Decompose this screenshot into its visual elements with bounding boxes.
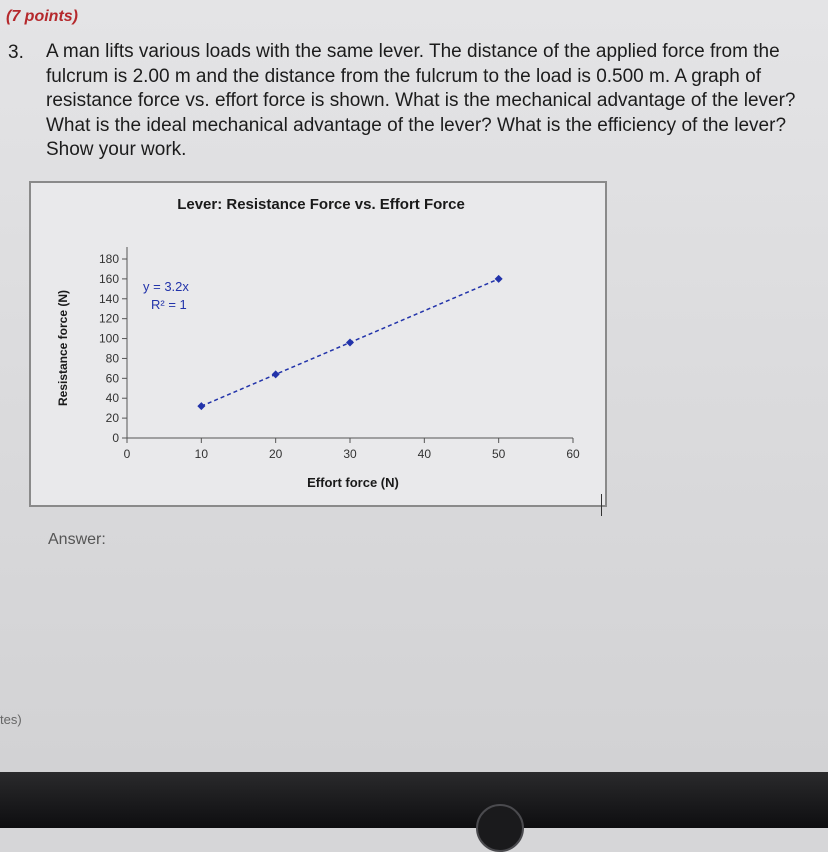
y-tick-label: 40	[105, 391, 119, 406]
x-tick-label: 0	[123, 447, 131, 461]
trendline-equation: y = 3.2x	[143, 279, 189, 294]
trendline-r2: R² = 1	[151, 297, 187, 312]
x-tick-label: 20	[268, 447, 283, 461]
data-point	[272, 370, 280, 378]
y-tick-label: 140	[98, 291, 119, 306]
data-points	[197, 275, 502, 410]
y-tick-label: 80	[105, 351, 119, 366]
y-tick-label: 180	[98, 252, 119, 266]
monitor-bezel	[0, 772, 828, 828]
y-tick-label: 100	[98, 331, 119, 346]
y-tick-label: 0	[112, 431, 119, 445]
footer-fragment: tes)	[0, 712, 22, 727]
y-tick-label: 60	[105, 371, 119, 386]
data-point	[197, 402, 205, 410]
points-label: (7 points)	[6, 8, 78, 25]
y-tick-label: 20	[105, 411, 119, 426]
data-point	[346, 339, 354, 347]
y-tick-label: 120	[98, 311, 119, 326]
x-tick-label: 10	[194, 447, 209, 461]
x-tick-label: 40	[417, 447, 432, 461]
chart-title: Lever: Resistance Force vs. Effort Force	[177, 196, 465, 213]
y-ticks	[99, 252, 127, 445]
text-cursor	[601, 494, 602, 516]
answer-label: Answer:	[48, 531, 106, 548]
question-number: 3.	[8, 42, 24, 63]
x-ticks	[124, 438, 580, 461]
x-tick-label: 50	[491, 447, 506, 461]
chart	[31, 183, 605, 505]
y-axis-label: Resistance force (N)	[56, 289, 70, 407]
question-text: A man lifts various loads with the same lever. The distance of the applied force from the fulcrum is 2.00 m and the distance from the fulcrum to the load is 0.500 m. A graph of resistance force vs. effort force is shown. What is the mechanical advantage of the lever? What is the ideal mechanical advantage of the lever? What is the efficiency of the lever? Show your work.	[46, 41, 796, 160]
chart-frame	[29, 181, 607, 507]
x-tick-label: 30	[343, 447, 357, 461]
data-point	[495, 275, 503, 283]
hp-logo-icon	[476, 804, 524, 852]
x-tick-label: 60	[566, 447, 580, 461]
x-axis-label: Effort force (N)	[307, 475, 399, 490]
y-tick-label: 160	[98, 271, 119, 286]
